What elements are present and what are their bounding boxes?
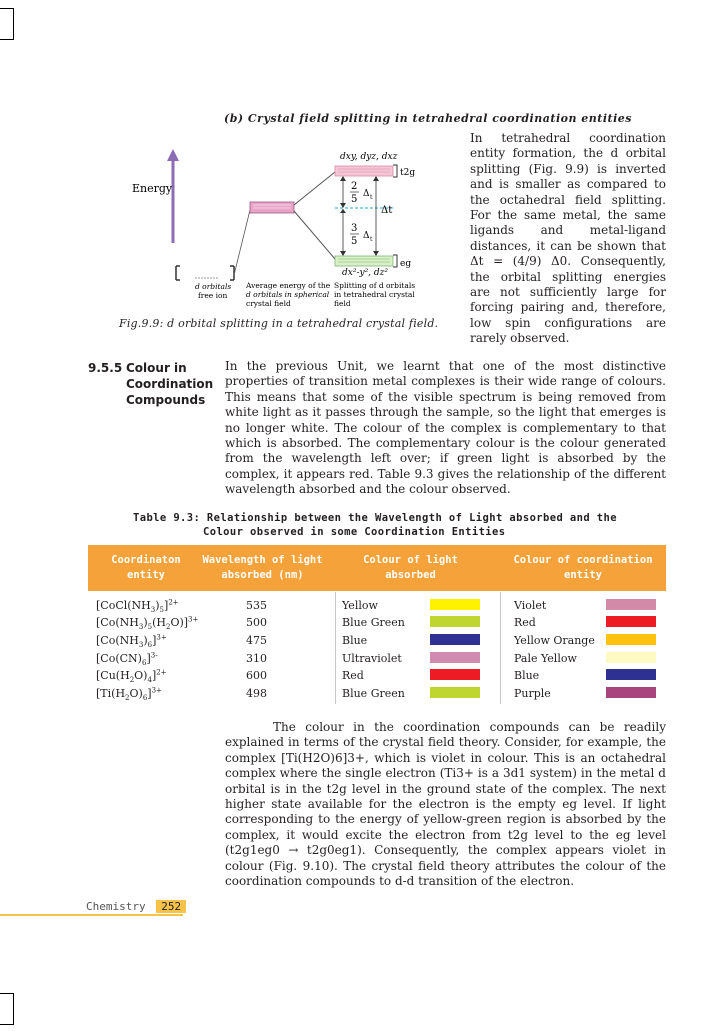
eg-orbitals: dx²-y², dz² [342,268,389,278]
delta-t-label: Δt [381,205,393,216]
figure-title: (b) Crystal field splitting in tetrahedral coordination entities [224,112,632,125]
t2g-label: t2g [400,168,416,178]
free-ion-level [176,266,234,280]
upper-delta: Δ [363,189,370,199]
t2g-level [335,166,393,176]
crystal-field-diagram [110,135,470,315]
paragraph-crystal-field-colour: The colour in the coordination compounds can be readily explained in terms of the crystal field theory. Consider, for example, the complex [Ti(H2O)6]3+, which is violet in colour. This is an octahedral complex where the single electron (Ti3+ is a 3d1 system) in the metal d orbital is in the t2g level in the ground state of the complex. The next higher state available for the electron is the empty eg level. If light corresponding to the energy of yellow-green region is absorbed by the complex, it would excite the electron from t2g level to the eg level (t2g1eg0 → t2g0eg1). Consequently, the complex appears violet in colour (Fig. 9.10). The crystal field theory attributes the colour of the coordination compounds to d-d transition of the electron. [225,720,666,889]
entity-cell: $[Cu(H_2O)_4]^{2+}$ [96,668,167,685]
wavelength-cell: 498 [246,687,267,700]
entity-cell: $[Co(NH_3)_6]^{3+}$ [96,633,167,650]
page-number: 252 [156,900,186,913]
table-row [88,632,666,650]
absorbed-cell: Red [342,669,364,682]
table-title-line-2: Colour observed in some Coordination Entities [203,526,506,538]
section-title: Colour in Coordination Compounds [126,361,214,407]
absorbed-swatch [430,687,480,698]
eg-level [335,256,393,266]
wavelength-cell: 500 [246,616,267,629]
observed-swatch [606,599,656,610]
lower-fraction-num: 3 [351,223,358,234]
crop-mark-bottom-left [0,993,14,1025]
table-header [88,545,666,591]
entity-cell: $[CoCl(NH_3)_5]^{2+}$ [96,598,179,615]
table-row [88,597,666,615]
absorbed-cell: Blue Green [342,616,405,629]
header-absorbed: Colour of light absorbed [363,554,458,581]
upper-fraction-num: 2 [351,181,358,192]
paragraph-colour-intro: In the previous Unit, we learnt that one of the most distinctive properties of transition metal complexes is their wide range of colours. This means that some of the visible spectrum is being removed from white light as it passes through the sample, so the light that emerges is no longer white. The colour of the complex is complementary to that which is absorbed. The complementary colour is the colour generated from the wavelength left over; if green light is absorbed by the complex, it appears red. Table 9.3 gives the relationship of the different wavelength absorbed and the colour observed. [225,359,666,497]
observed-cell: Violet [514,599,547,612]
free-ion-label-1: d orbitals [195,282,232,291]
absorbed-swatch [430,652,480,663]
avg-label-3: crystal field [246,299,291,308]
observed-cell: Red [514,616,536,629]
absorbed-swatch [430,616,480,627]
absorbed-cell: Yellow [342,599,378,612]
header-entity: Coordinaton entity [111,554,181,581]
lower-fraction-den: 5 [351,236,358,247]
observed-swatch [606,616,656,627]
observed-cell: Pale Yellow [514,652,577,665]
energy-arrow-head [167,149,179,161]
observed-swatch [606,687,656,698]
observed-swatch [606,669,656,680]
entity-cell: $[Co(NH_3)_5(H_2O)]^{3+}$ [96,615,199,632]
table-row [88,650,666,668]
absorbed-swatch [430,599,480,610]
header-wavelength: Wavelength of light absorbed (nm) [202,554,323,581]
wavelength-cell: 475 [246,634,267,647]
figure-caption: Fig.9.9: d orbital splitting in a tetrahedral crystal field. [119,317,439,330]
observed-cell: Yellow Orange [514,634,595,647]
absorbed-cell: Blue [342,634,368,647]
upper-delta-sub: t [370,194,373,201]
split-label-1: Splitting of d orbitals [334,281,416,290]
absorbed-cell: Ultraviolet [342,652,402,665]
table-row [88,614,666,632]
observed-cell: Purple [514,687,551,700]
avg-label-2: d orbitals in spherical [246,290,330,299]
lower-delta: Δ [363,231,370,241]
split-label-2: in tetrahedral crystal [334,290,415,299]
split-label-3: field [334,299,351,308]
spherical-level [250,202,294,213]
energy-label: Energy [132,182,173,195]
absorbed-cell: Blue Green [342,687,405,700]
table-row [88,685,666,703]
section-number: 9.5.5 [88,361,123,375]
table-title-line-1: Table 9.3: Relationship between the Wavelength of Light absorbed and the [133,512,617,524]
footer-subject: Chemistry [86,900,146,913]
free-ion-label-2: free ion [198,291,228,300]
table-title [133,511,633,539]
avg-label-1: Average energy of the [246,281,331,290]
wavelength-cell: 600 [246,669,267,682]
wavelength-cell: 310 [246,652,267,665]
side-paragraph: In tetrahedral coordination entity formation, the d orbital splitting (Fig. 9.9) is inverted and is smaller as compared to the octahedral field splitting. For the same metal, the same ligands and metal-ligand distances, it can be shown that Δt = (4/9) Δ0. Consequently, the orbital splitting energies are not sufficiently large for forcing pairing and, therefore, low spin configurations are rarely observed. [470,131,666,346]
lower-delta-sub: t [370,236,373,243]
footer-rule [0,914,183,916]
header-observed: Colour of coordination entity [513,554,653,581]
entity-cell: $[Ti(H_2O)_6]^{3+}$ [96,686,162,703]
upper-fraction-den: 5 [351,194,358,205]
observed-swatch [606,652,656,663]
table-row [88,667,666,685]
absorbed-swatch [430,669,480,680]
observed-cell: Blue [514,669,540,682]
absorbed-swatch [430,634,480,645]
wavelength-cell: 535 [246,599,267,612]
t2g-orbitals: dxy, dyz, dxz [340,152,398,162]
crop-mark-top-left [0,8,14,40]
observed-swatch [606,634,656,645]
entity-cell: $[Co(CN)_6]^{3-}$ [96,651,158,668]
page-footer [86,900,186,913]
eg-label: eg [400,259,412,269]
